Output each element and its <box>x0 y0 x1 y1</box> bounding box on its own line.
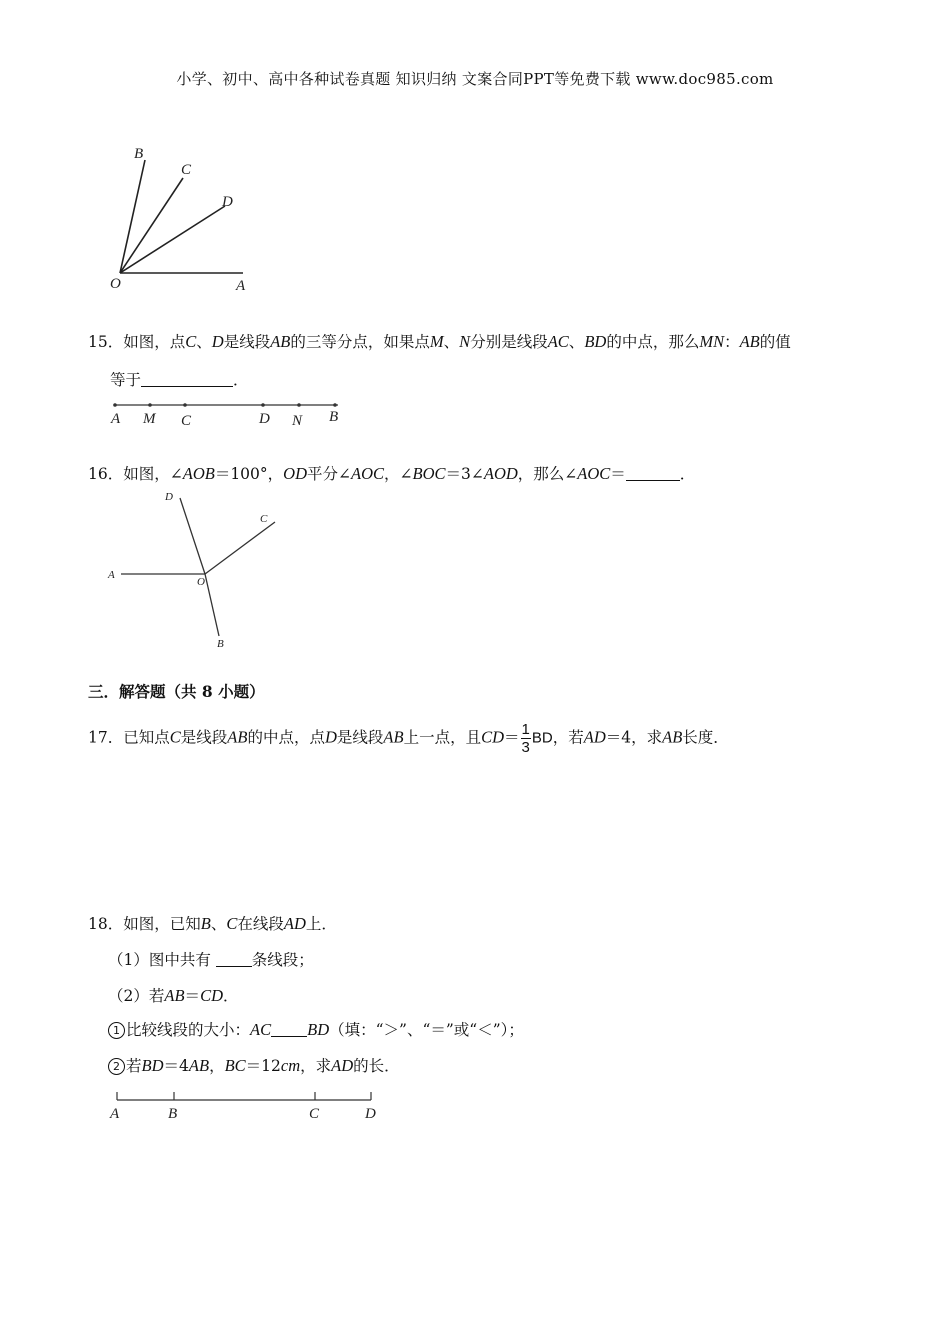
figure-q14-angles <box>105 140 265 300</box>
label-b: B <box>168 1106 178 1122</box>
label-m: M <box>143 411 156 427</box>
ray-ob <box>120 160 145 273</box>
circled-number: 2 <box>108 1058 125 1075</box>
label-b: B <box>217 638 224 650</box>
figure-q15-segment <box>110 398 350 428</box>
q18-sub1: （1）图中共有 条线段； <box>108 951 314 969</box>
label-c: C <box>309 1106 320 1122</box>
figure-q16-angles <box>105 490 305 650</box>
label-d: D <box>165 491 173 503</box>
q18-line1: 18．如图，已知B、C在线段AD上． <box>88 914 337 933</box>
page-header: 小学、初中、高中各种试卷真题 知识归纳 文案合同PPT等免费下载 www.doc985.com <box>176 70 774 88</box>
figure-q18-segment <box>108 1088 388 1128</box>
fraction: $\frac{1}{3}$ <box>521 721 530 756</box>
q16-text: 16．如图，∠AOB＝100°，OD平分∠AOC，∠BOC＝3∠AOD，那么∠AOC＝ ． <box>88 464 696 483</box>
q15-line2: 等于 ． <box>110 371 249 389</box>
label-d: D <box>222 194 233 210</box>
label-a: A <box>236 278 246 294</box>
q18-item1: 1 比较线段的大小：AC BD（填：“＞”、“＝”或“＜”）； <box>108 1018 524 1040</box>
label-o: O <box>110 276 121 292</box>
label-b: B <box>329 409 339 425</box>
ray-oc <box>205 522 275 574</box>
q15-line1: 15．如图，点C、D是线段AB的三等分点，如果点M、N分别是线段AC、BD的中点，那么MN：AB的值 <box>88 332 791 351</box>
label-c: C <box>181 413 192 429</box>
label-o: O <box>197 576 205 588</box>
q17-text: 17．已知点C是线段AB的中点，点D是线段AB上一点，且CD＝ $\frac{1}{3}$ BD，若AD＝4，求AB长度． <box>88 721 729 756</box>
point-b <box>333 403 337 407</box>
point-d <box>261 403 265 407</box>
answer-blank[interactable] <box>626 466 680 481</box>
label-a: A <box>111 411 121 427</box>
point-n <box>297 403 301 407</box>
label-d: D <box>259 411 270 427</box>
label-c: C <box>181 162 192 178</box>
label-d: D <box>365 1106 376 1122</box>
answer-blank[interactable] <box>216 952 252 967</box>
ray-od <box>180 498 205 574</box>
point-m <box>148 403 152 407</box>
point-a <box>113 403 117 407</box>
section-title: 三．解答题（共 8 小题） <box>88 682 265 701</box>
answer-blank[interactable] <box>271 1022 307 1037</box>
q18-item2: 2 若BD＝4AB，BC＝12cm，求AD的长． <box>108 1054 400 1076</box>
ray-oc <box>120 178 183 273</box>
circled-number: 1 <box>108 1022 125 1039</box>
label-a: A <box>108 569 115 581</box>
label-b: B <box>134 146 144 162</box>
label-c: C <box>260 513 268 525</box>
label-a: A <box>110 1106 120 1122</box>
ray-od <box>120 206 225 273</box>
answer-blank[interactable] <box>141 372 233 387</box>
point-c <box>183 403 187 407</box>
q18-sub2: （2）若AB＝CD． <box>108 986 239 1005</box>
label-n: N <box>292 413 303 429</box>
ray-ob <box>205 574 219 636</box>
